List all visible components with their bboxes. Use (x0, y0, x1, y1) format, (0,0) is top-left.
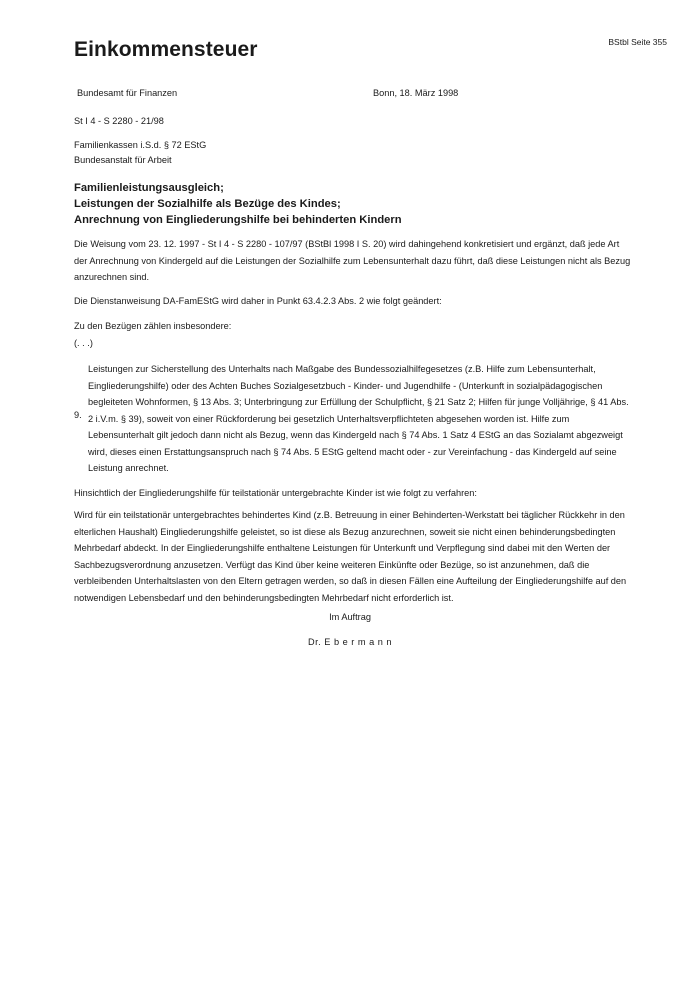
body-paragraph (74, 318, 634, 351)
recipients (74, 138, 206, 168)
page-reference: BStbl Seite 355 (608, 37, 667, 47)
subject-line: Anrechnung von Eingliederungshilfe bei behinderten Kindern (74, 214, 402, 226)
signatory: Dr. E b e r m a n n (307, 637, 393, 647)
subject-line: Familienleistungsausgleich; (74, 182, 224, 194)
paragraph-line: (. . .) (74, 337, 93, 348)
body-paragraph: Die Dienstanweisung DA-FamEStG wird daher in Punkt 63.4.2.3 Abs. 2 wie folgt geändert: (74, 296, 442, 306)
subject-line: Leistungen der Sozialhilfe als Bezüge des Kindes; (74, 198, 341, 210)
sender: Bundesamt für Finanzen (77, 88, 178, 98)
place-date: Bonn, 18. März 1998 (373, 88, 459, 98)
recipient-line: Bundesanstalt für Arbeit (74, 155, 172, 165)
closing-formula: Im Auftrag (329, 612, 371, 622)
list-item-number: 9. (74, 410, 82, 420)
reference-number: St I 4 - S 2280 - 21/98 (74, 116, 164, 126)
subject (74, 180, 402, 228)
body-paragraph: Hinsichtlich der Eingliederungshilfe für teilstationär untergebrachte Kinder ist wie folgt zu verfahren: (74, 488, 477, 498)
body-paragraph: Wird für ein teilstationär untergebrachtes behindertes Kind (z.B. Betreuung in einer Behinderten-Werkstatt bei täglicher Rückkehr in den elterlichen Haushalt) Eingliederungshilfe geleistet, so ist diese als Bezug anzurechnen, soweit sie nicht einen behinderungsbedingten Mehrbedarf abdeckt. In der Eingliederungshilfe enthaltene Leistungen für Unterkunft und Verpflegung sind dabei mit den Werten der Sachbezugsverordnung anzusetzen. Verfügt das Kind über keine weiteren Einkünfte oder Bezüge, so ist anzunehmen, daß die verbleibenden Unterhaltslasten von den Eltern getragen werden, so daß in diesen Fällen eine Aufteilung der Eingliederungshilfe auf den notwendigen Lebensbedarf und den behinderungsbedingten Mehrbedarf nicht erforderlich ist. (74, 510, 627, 603)
recipient-line: Familienkassen i.S.d. § 72 EStG (74, 140, 207, 150)
paragraph-line: Zu den Bezügen zählen insbesondere: (74, 321, 232, 331)
document-title: Einkommensteuer (74, 38, 258, 61)
body-paragraph: Die Weisung vom 23. 12. 1997 - St I 4 - S 2280 - 107/97 (BStBl 1998 I S. 20) wird dahingehend konkretisiert und ergänzt, daß jede Art der Anrechnung von Kindergeld auf die Leistungen der Sozialhilfe zum Lebensunterhalt dazu führt, daß diese Leistungen nicht als Bezug anzurechnen sind. (74, 239, 631, 282)
list-item-text: Leistungen zur Sicherstellung des Unterhalts nach Maßgabe des Bundessozialhilfegesetzes (z.B. Hilfe zum Lebensunterhalt, Eingliederungshilfe) oder des Achten Buches Sozialgesetzbuch - Kinder- und Jugendhilfe - (Unterkunft in sozialpädagogischen begleiteten Wohnformen, § 13 Abs. 3; Unterbringung zur Erfüllung der Schulpflicht, § 21 Satz 2; Hilfen für junge Volljährige, § 41 Abs. 2 i.V.m. § 39), soweit von einer Rückforderung bei gesetzlich Unterhaltsverpflichteten abgesehen worden ist. Hilfe zum Lebensunterhalt gilt jedoch dann nicht als Bezug, wenn das Kindergeld nach § 74 Abs. 1 Satz 4 EStG an das Sozialamt abgezweigt wird, dieses einen Erstattungsanspruch nach § 74 Abs. 5 EStG geltend macht oder - zur Vereinfachung - das Kindergeld auf seine Leistung anrechnet. (88, 364, 629, 473)
